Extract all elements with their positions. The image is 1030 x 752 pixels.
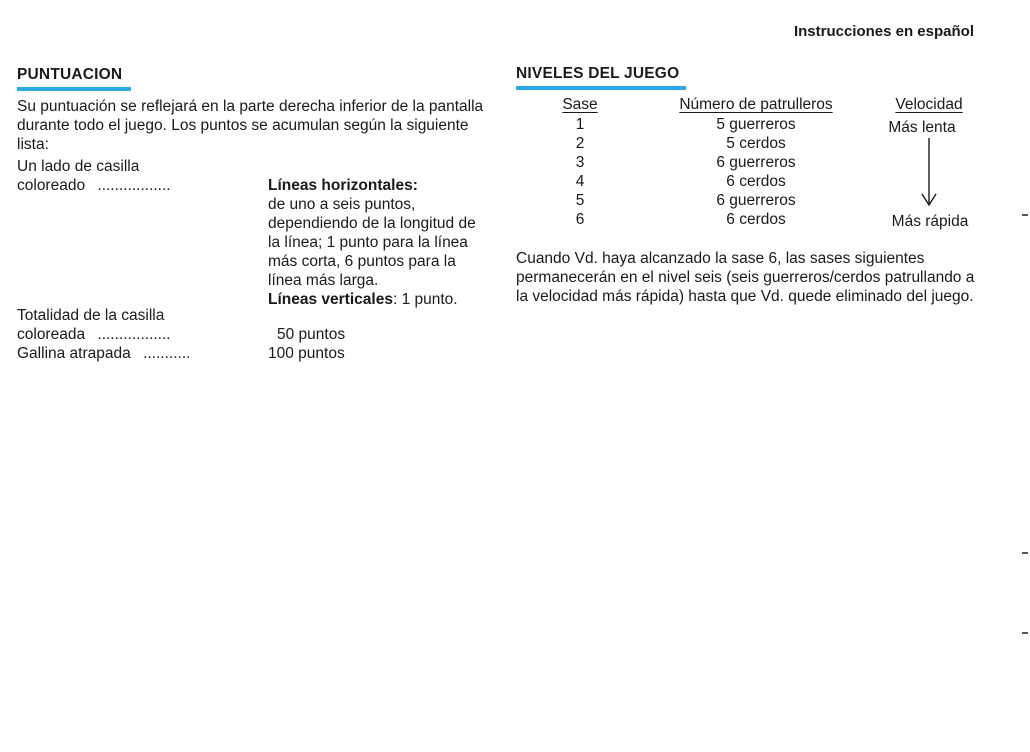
side-label-text: coloreado bbox=[17, 177, 86, 194]
level-row bbox=[516, 172, 986, 191]
vertical-title: Líneas verticales bbox=[268, 291, 393, 308]
level-row bbox=[516, 153, 986, 172]
hen-label-text: Gallina atrapada bbox=[17, 345, 131, 362]
col-speed-header: Velocidad bbox=[895, 96, 963, 113]
level-patrol: 6 guerreros bbox=[716, 192, 796, 209]
total-value: 50 puntos bbox=[277, 326, 346, 343]
level-stage: 4 bbox=[575, 173, 585, 190]
hen-label-row bbox=[17, 344, 257, 363]
level-patrol: 5 cerdos bbox=[726, 135, 786, 152]
level-stage: 3 bbox=[575, 154, 585, 171]
hen-label-leader: ........... bbox=[143, 345, 191, 362]
total-label-text: coloreada bbox=[17, 326, 86, 343]
down-arrow-icon bbox=[919, 138, 939, 208]
speed-fast-label: Más rápida bbox=[891, 213, 969, 230]
language-label: Instrucciones en español bbox=[793, 23, 974, 40]
side-label-line2 bbox=[17, 176, 257, 195]
levels-table-header bbox=[516, 95, 986, 115]
levels-title-text: NIVELES DEL JUEGO bbox=[516, 65, 680, 82]
level-stage: 1 bbox=[575, 116, 585, 133]
score-intro-text: Su puntuación se reflejará en la parte derecha inferior de la pantalla durante todo el juego. Los puntos se acumulan según la siguiente lista: bbox=[17, 98, 484, 153]
levels-section-title bbox=[516, 64, 686, 93]
level-stage: 6 bbox=[575, 211, 585, 228]
edge-mark bbox=[1022, 214, 1028, 216]
vertical-line bbox=[268, 290, 508, 309]
col-stage-header: Sase bbox=[562, 96, 598, 113]
speed-slow-label: Más lenta bbox=[888, 119, 956, 136]
level-stage: 5 bbox=[575, 192, 585, 209]
level-patrol: 6 cerdos bbox=[726, 211, 786, 228]
edge-mark bbox=[1022, 632, 1028, 634]
horizontal-text: de uno a seis puntos, dependiendo de la longitud de la línea; 1 punto para la línea más corta, 6 puntos para la línea más larga. bbox=[268, 196, 476, 289]
hen-value: 100 puntos bbox=[268, 345, 345, 362]
levels-note-text: Cuando Vd. haya alcanzado la sase 6, las sases siguientes permanecerán en el nivel seis (seis guerreros/cerdos patrullando a la velocidad más rápida) hasta que Vd. quede eliminado del juego. bbox=[516, 250, 975, 305]
horizontal-lines-block bbox=[268, 176, 508, 309]
vertical-text: : 1 punto. bbox=[392, 291, 458, 308]
level-row bbox=[516, 191, 986, 210]
score-section-title bbox=[17, 65, 131, 94]
level-patrol: 6 cerdos bbox=[726, 173, 786, 190]
score-title-text: PUNTUACION bbox=[17, 66, 123, 83]
edge-mark bbox=[1022, 552, 1028, 554]
score-title-underline bbox=[17, 87, 131, 91]
levels-table bbox=[516, 95, 986, 229]
levels-title-underline bbox=[516, 86, 686, 90]
col-patrol-header: Número de patrulleros bbox=[679, 96, 833, 113]
level-stage: 2 bbox=[575, 135, 585, 152]
horizontal-title: Líneas horizontales: bbox=[268, 177, 418, 194]
level-patrol: 5 guerreros bbox=[716, 116, 796, 133]
total-label-line1: Totalidad de la casilla bbox=[17, 307, 165, 324]
total-label-leader: ................. bbox=[97, 326, 171, 343]
total-label-line2 bbox=[17, 325, 257, 344]
side-label-leader: ................. bbox=[97, 177, 171, 194]
level-patrol: 6 guerreros bbox=[716, 154, 796, 171]
side-label-line1: Un lado de casilla bbox=[17, 158, 140, 175]
